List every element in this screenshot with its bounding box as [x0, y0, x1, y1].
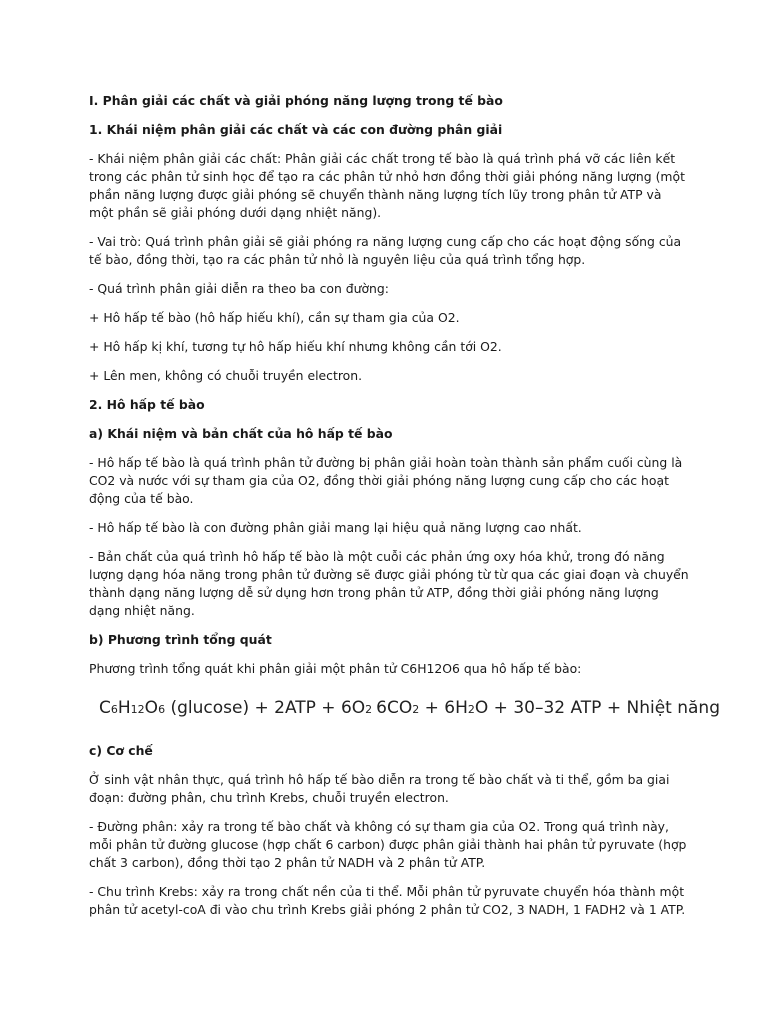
eq-h-sub: 12 [130, 703, 145, 716]
list-item-anaerobic: + Hô hấp kị khí, tương tự hô hấp hiếu khí nhưng không cần tới O2. [89, 339, 502, 354]
paragraph-efficiency: - Hô hấp tế bào là con đường phân giải mang lại hiệu quả năng lượng cao nhất. [89, 520, 582, 535]
paragraph-definition: - Khái niệm phân giải các chất: Phân giải các chất trong tế bào là quá trình phá vỡ các liên kết trong các phân tử sinh học để tạo ra các phân tử nhỏ hơn đồng thời giải phóng năng lượng (một phần năng lượng được giải phóng sẽ chuyển thành năng lượng tích lũy trong phân tử ATP và một phần sẽ giải phóng dưới dạng nhiệt năng). [89, 151, 685, 220]
list-item-fermentation: + Lên men, không có chuỗi truyền electron. [89, 368, 363, 383]
paragraph-nature: - Bản chất của quá trình hô hấp tế bào là một cuỗi các phản ứng oxy hóa khử, trong đó năng lượng dạng hóa năng trong phân tử đường sẽ được giải phóng từ từ qua các giai đoạn và chuyển thành dạng năng lượng dễ sử dụng hơn trong phân tử ATP, đồng thời giải phóng năng lượng dạng nhiệt năng. [89, 549, 689, 618]
eq-o: O [144, 698, 159, 718]
eq-h2o-sub: 2 [467, 703, 475, 716]
eq-reactants: (glucose) + 2ATP + 6O [165, 698, 366, 718]
eq-products: O + 30–32 ATP + Nhiệt năng [474, 698, 720, 718]
eq-c-sub: 6 [110, 703, 118, 716]
paragraph-role: - Vai trò: Quá trình phân giải sẽ giải phóng ra năng lượng cung cấp cho các hoạt động sống của tế bào, đồng thời, tạo ra các phân tử nhỏ là nguyên liệu của quá trình tổng hợp. [89, 234, 682, 267]
document-page [89, 92, 720, 930]
heading-subsection-2b: b) Phương trình tổng quát [89, 632, 272, 647]
paragraph-respiration-def: - Hô hấp tế bào là quá trình phân tử đường bị phân giải hoàn toàn thành sản phẩm cuối cùng là CO2 và nước với sự tham gia của O2, đồng thời giải phóng năng lượng cung cấp cho các hoạt động của tế bào. [89, 455, 683, 506]
eq-co2: 6CO [376, 698, 413, 718]
list-item-aerobic: + Hô hấp tế bào (hô hấp hiếu khí), cần sự tham gia của O2. [89, 310, 460, 325]
respiration-equation [99, 698, 720, 718]
heading-section-1: I. Phân giải các chất và giải phóng năng lượng trong tế bào [89, 93, 503, 108]
eq-o-sub: 6 [158, 703, 166, 716]
eq-c: C [99, 698, 111, 718]
paragraph-krebs: - Chu trình Krebs: xảy ra trong chất nền của ti thể. Mỗi phân tử pyruvate chuyển hóa thành một phân tử acetyl-coA đi vào chu trình Krebs giải phóng 2 phân tử CO2, 3 NADH, 1 FADH2 và 1 ATP. [89, 884, 686, 917]
eq-h: H [117, 698, 131, 718]
eq-co2-sub: 2 [412, 703, 420, 716]
paragraph-equation-intro: Phương trình tổng quát khi phân giải một phân tử C6H12O6 qua hô hấp tế bào: [89, 661, 582, 676]
heading-subsection-1: 1. Khái niệm phân giải các chất và các con đường phân giải [89, 122, 503, 137]
eq-h2o: + 6H [419, 698, 468, 718]
heading-subsection-2a: a) Khái niệm và bản chất của hô hấp tế bào [89, 426, 393, 441]
heading-subsection-2c: c) Cơ chế [89, 743, 153, 758]
paragraph-glycolysis: - Đường phân: xảy ra trong tế bào chất và không có sự tham gia của O2. Trong quá trình này, mỗi phân tử đường glucose (hợp chất 6 carbon) được phân giải thành hai phân tử pyruvate (hợp chất 3 carbon), đồng thời tạo 2 phân tử NADH và 2 phân tử ATP. [89, 819, 687, 870]
eq-o2-sub: 2 [365, 703, 373, 716]
heading-subsection-2: 2. Hô hấp tế bào [89, 397, 205, 412]
paragraph-mechanism: Ở sinh vật nhân thực, quá trình hô hấp tế bào diễn ra trong tế bào chất và ti thể, gồm ba giai đoạn: đường phân, chu trình Krebs, chuỗi truyền electron. [89, 772, 670, 805]
paragraph-pathways: - Quá trình phân giải diễn ra theo ba con đường: [89, 281, 389, 296]
